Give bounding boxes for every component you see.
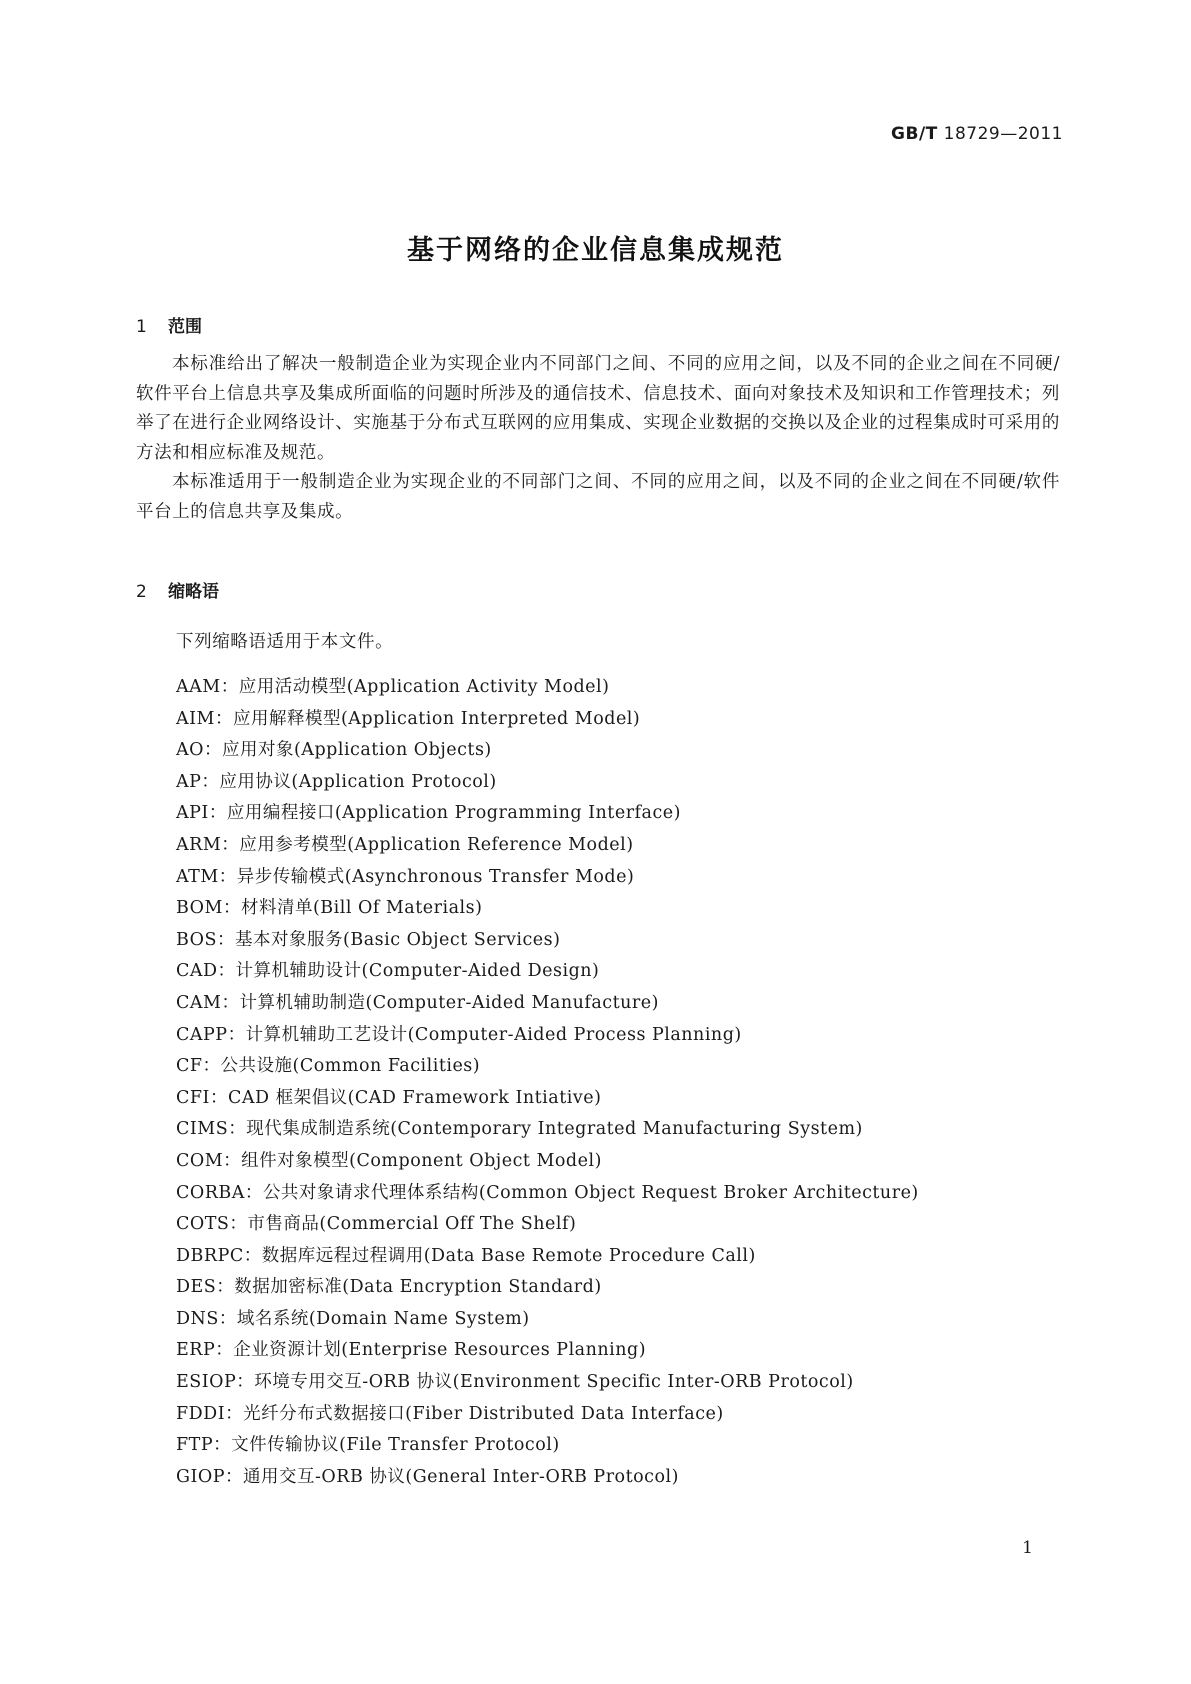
abbreviation-item: AAM：应用活动模型(Application Activity Model) [176,677,610,697]
abbreviation-item: CAPP：计算机辅助工艺设计(Computer-Aided Process Planning) [176,1024,742,1045]
page-number: 1 [1022,1538,1033,1558]
scope-paragraph-2: 本标准适用于一般制造企业为实现企业的不同部门之间、不同的应用之间，以及不同的企业之间在不同硬/软件平台上的信息共享及集成。 [136,472,1060,522]
abbreviation-item: ATM：异步传输模式(Asynchronous Transfer Mode) [176,866,635,887]
abbreviation-item: AO：应用对象(Application Objects) [176,740,492,761]
abbreviation-item: COTS：市售商品(Commercial Off The Shelf) [176,1214,577,1235]
abbreviation-item: CAM：计算机辅助制造(Computer-Aided Manufacture) [176,992,659,1013]
section-scope-heading [136,312,202,337]
section-number: 2 [136,582,147,602]
abbreviation-item: DBRPC：数据库远程过程调用(Data Base Remote Procedure Call) [176,1245,756,1266]
abbreviation-item: ESIOP：环境专用交互-ORB 协议(Environment Specific Inter-ORB Protocol) [176,1372,854,1393]
abbreviation-item: AIM：应用解释模型(Application Interpreted Model) [176,708,641,729]
abbreviation-item: GIOP：通用交互-ORB 协议(General Inter-ORB Protocol) [176,1466,679,1487]
abbreviation-item: DES：数据加密标准(Data Encryption Standard) [176,1277,602,1298]
abbreviation-item: CFI：CAD 框架倡议(CAD Framework Intiative) [176,1087,602,1108]
abbreviation-item: FTP：文件传输协议(File Transfer Protocol) [176,1435,560,1456]
standard-code [891,124,1063,144]
abbreviation-item: AP：应用协议(Application Protocol) [176,771,497,792]
abbreviation-item: CAD：计算机辅助设计(Computer-Aided Design) [176,961,600,982]
abbreviation-item: API：应用编程接口(Application Programming Interface) [176,803,681,824]
scope-paragraph-1: 本标准给出了解决一般制造企业为实现企业内不同部门之间、不同的应用之间，以及不同的企业之间在不同硬/软件平台上信息共享及集成所面临的问题时所涉及的通信技术、信息技术、面向对象技术及知识和工作管理技术；列举了在进行企业网络设计、实施基于分布式互联网的应用集成、实现企业数据的交换以及企业的过程集成时可采用的方法和相应标准及规范。 [136,354,1060,463]
abbreviation-item: CORBA：公共对象请求代理体系结构(Common Object Request Broker Architecture) [176,1182,919,1203]
document-title: 基于网络的企业信息集成规范 [407,235,784,266]
abbreviation-item: BOS：基本对象服务(Basic Object Services) [176,929,561,950]
abbreviation-item: ARM：应用参考模型(Application Reference Model) [176,834,634,855]
abbreviation-item: ERP：企业资源计划(Enterprise Resources Planning) [176,1340,647,1361]
abbreviation-item: DNS：域名系统(Domain Name System) [176,1308,530,1329]
standard-code-prefix: GB/T [891,124,938,144]
abbreviation-item: FDDI：光纤分布式数据接口(Fiber Distributed Data Interface) [176,1403,724,1424]
section-title: 范围 [168,317,202,337]
abbreviation-item: COM：组件对象模型(Component Object Model) [176,1150,602,1171]
abbreviation-item: CF：公共设施(Common Facilities) [176,1056,481,1077]
abbreviation-list [176,672,919,1493]
section-title: 缩略语 [168,582,219,602]
abbreviation-item: BOM：材料清单(Bill Of Materials) [176,898,483,919]
abbreviations-intro: 下列缩略语适用于本文件。 [176,632,394,652]
standard-code-number: 18729—2011 [943,124,1063,144]
section-number: 1 [136,317,147,337]
abbreviation-item: CIMS：现代集成制造系统(Contemporary Integrated Manufacturing System) [176,1119,863,1140]
section-abbreviations-heading [136,577,219,602]
